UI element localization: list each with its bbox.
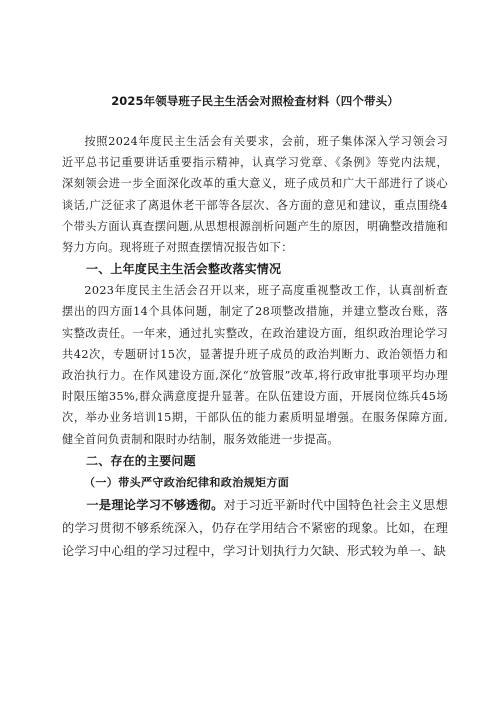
section-1-paragraph: 2023年度民主生活会召开以来，班子高度重视整改工作，认真剖析查摆出的四方面14个具体问题，制定了28项整改措施，并建立整改台账，落实整改责任。一年来，通过扎实整改，在政治建设方面，组织政治理论学习共42次，专题研讨15次，显著提升班子成员的政治判断力、政治领悟力和政治执行力。在作风建设方面,深化“放管服”改革,将行政审批事项平均办理时限压缩35%,群众满意度提升显著。在队伍建设方面，开展岗位练兵45场次，举办业务培训15期，干部队伍的能力素质明显增强。在服务保障方面,健全首问负责制和限时办结制，服务效能进一步提高。 — [62, 284, 448, 446]
section-heading-1: 一、上年度民主生活会整改落实情况 — [86, 262, 282, 277]
document-title: 2025年领导班子民主生活会对照检查材料（四个带头） — [111, 94, 399, 108]
point-1-lead: 一是理论学习不够透彻。 — [86, 497, 224, 512]
subsection-heading: （一）带头严守政治纪律和政治规矩方面 — [84, 475, 290, 489]
point-1-paragraph — [62, 494, 448, 563]
point-1-body: 对于习近平新时代中国特色社会主义思想的学习贯彻不够系统深入，仍存在学用结合不紧密的现象。比如，在理论学习中心组的学习过程中，学习计划执行力欠缺、形式较为单一、缺 — [62, 497, 449, 558]
section-heading-2: 二、存在的主要问题 — [86, 453, 196, 468]
intro-paragraph: 按照2024年度民主生活会有关要求，会前，班子集体深入学习领会习近平总书记重要讲话重要指示精神，认真学习党章、《条例》等党内法规，深刻领会进一步全面深化改革的重大意义，班子成员和广大干部进行了谈心谈话,广泛征求了离退休老干部等各层次、各方面的意见和建议，重点围绕4个带头方面认真查摆问题,从思想根源剖析问题产生的原因，明确整改措施和努力方向。现将班子对照查摆情况报告如下： — [62, 135, 448, 255]
